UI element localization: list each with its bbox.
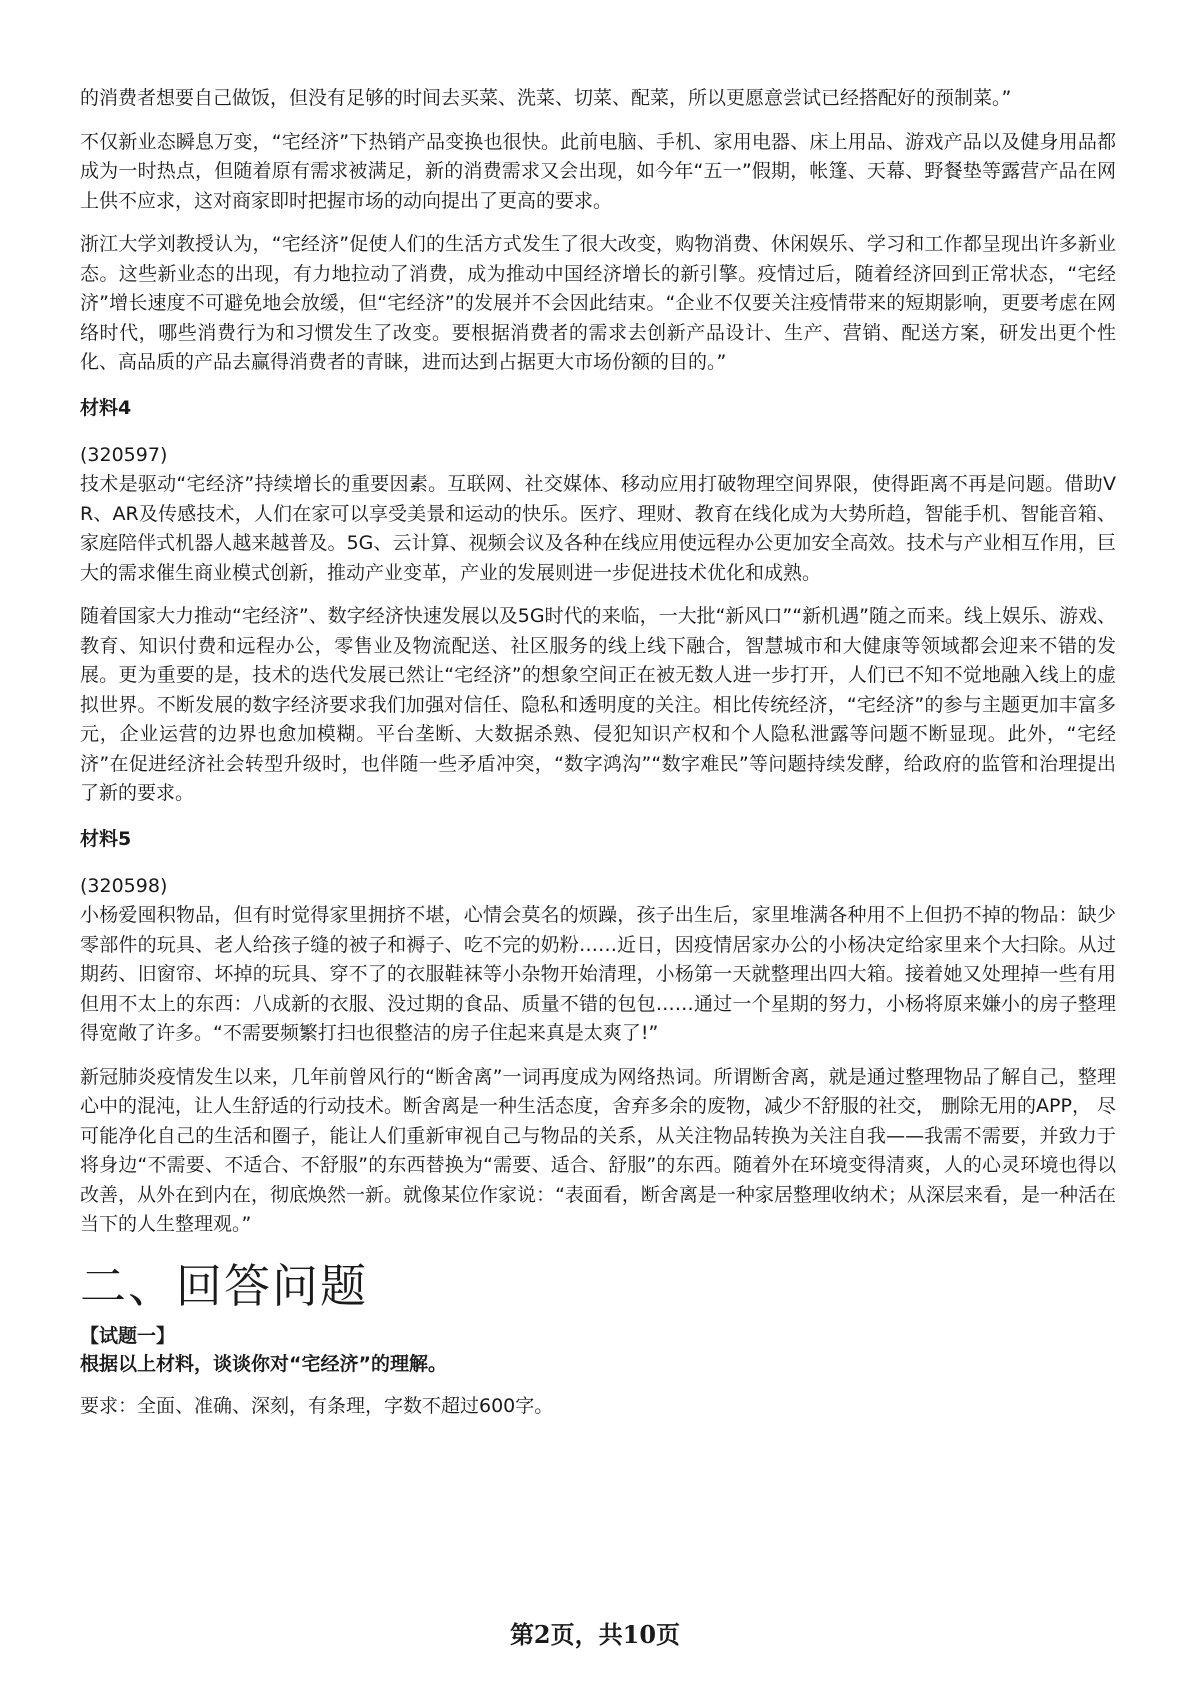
material4-paragraph-1: 技术是驱动“宅经济”持续增长的重要因素。互联网、社交媒体、移动应用打破物理空间界限，使得距离不再是问题。借助VR、AR及传感技术，人们在家可以享受美景和运动的快乐。医疗、理财、教育在线化成为大势所趋，智能手机、智能音箱、家庭陪伴式机器人越来越普及。5G、云计算、视频会议及各种在线应用使远程办公更加安全高效。技术与产业相互作用，巨大的需求催生商业模式创新，推动产业变革，产业的发展则进一步促进技术优化和成熟。: [80, 473, 1116, 584]
section-heading: 二、回答问题: [80, 1258, 368, 1313]
material3-paragraph-3: 浙江大学刘教授认为，“宅经济”促使人们的生活方式发生了很大改变，购物消费、休闲娱乐、学习和工作都呈现出许多新业态。这些新业态的出现，有力地拉动了消费，成为推动中国经济增长的新引擎。疫情过后，随着经济回到正常状态，“宅经济”增长速度不可避免地会放缓，但“宅经济”的发展并不会因此结束。“企业不仅要关注疫情带来的短期影响，更要考虑在网络时代，哪些消费行为和习惯发生了改变。要根据消费者的需求去创新产品设计、生产、营销、配送方案，研发出更个性化、高品质的产品去赢得消费者的青睐，进而达到占据更大市场份额的目的。”: [80, 233, 1116, 373]
question-label: 【试题一】: [80, 1324, 176, 1347]
material5-paragraph-1: 小杨爱囤积物品，但有时觉得家里拥挤不堪，心情会莫名的烦躁，孩子出生后，家里堆满各种用不上但扔不掉的物品：缺少零部件的玩具、老人给孩子缝的被子和褥子、吃不完的奶粉……近日，因疫情居家办公的小杨决定给家里来个大扫除。从过期药、旧窗帘、坏掉的玩具、穿不了的衣服鞋袜等小杂物开始清理，小杨第一天就整理出四大箱。接着她又处理掉一些有用但用不太上的东西：八成新的衣服、没过期的食品、质量不错的包包……通过一个星期的努力，小杨将原来嫌小的房子整理得宽敞了许多。“不需要频繁打扫也很整洁的房子住起来真是太爽了!”: [80, 904, 1116, 1044]
material3-paragraph-1: 的消费者想要自己做饭，但没有足够的时间去买菜、洗菜、切菜、配菜，所以更愿意尝试已经搭配好的预制菜。”: [80, 87, 1012, 109]
material3-paragraph-2: 不仅新业态瞬息万变，“宅经济”下热销产品变换也很快。此前电脑、手机、家用电器、床上用品、游戏产品以及健身用品都成为一时热点，但随着原有需求被满足，新的消费需求又会出现，如今年“五一”假期，帐篷、天幕、野餐垫等露营产品在网上供不应求，这对商家即时把握市场的动向提出了更高的要求。: [80, 130, 1116, 212]
material4-paragraph-2: 随着国家大力推动“宅经济”、数字经济快速发展以及5G时代的来临，一大批“新风口”“新机遇”随之而来。线上娱乐、游戏、教育、知识付费和远程办公，零售业及物流配送、社区服务的线上线下融合，智慧城市和大健康等领域都会迎来不错的发展。更为重要的是，技术的迭代发展已然让“宅经济”的想象空间正在被无数人进一步打开，人们已不知不觉地融入线上的虚拟世界。不断发展的数字经济要求我们加强对信任、隐私和透明度的关注。相比传统经济，“宅经济”的参与主题更加丰富多元，企业运营的边界也愈加模糊。平台垄断、大数据杀熟、侵犯知识产权和个人隐私泄露等问题不断显现。此外，“宅经济”在促进经济社会转型升级时，也伴随一些矛盾冲突，“数字鸿沟”“数字难民”等问题持续发酵，给政府的监管和治理提出了新的要求。: [80, 605, 1116, 804]
question-requirement: 要求：全面、准确、深刻，有条理，字数不超过600字。: [80, 1394, 554, 1417]
material5-paragraph-2: 新冠肺炎疫情发生以来，几年前曾风行的“断舍离”一词再度成为网络热词。所谓断舍离，就是通过整理物品了解自己，整理心中的混沌，让人生舒适的行动技术。断舍离是一种生活态度，舍弃多余的废物，减少不舒服的社交， 删除无用的APP， 尽可能净化自己的生活和圈子，能让人们重新审视自己与物品的关系，从关注物品转换为关注自我——我需不需要，并致力于将身边“不需要、不适合、不舒服”的东西替换为“需要、适合、舒服”的东西。随着外在环境变得清爽，人的心灵环境也得以改善，从外在到内在，彻底焕然一新。就像某位作家说：“表面看，断舍离是一种家居整理收纳术；从深层来看，是一种活在当下的人生整理观。”: [80, 1065, 1116, 1235]
page-number: 第2页，共10页: [509, 1620, 681, 1649]
material5-code: (320598): [80, 874, 168, 897]
material4-code: (320597): [80, 443, 168, 466]
material4-heading: 材料4: [80, 396, 132, 419]
question-text: 根据以上材料，谈谈你对“宅经济”的理解。: [80, 1352, 447, 1375]
material5-heading: 材料5: [80, 827, 132, 850]
document-page: [80, 84, 1116, 1421]
